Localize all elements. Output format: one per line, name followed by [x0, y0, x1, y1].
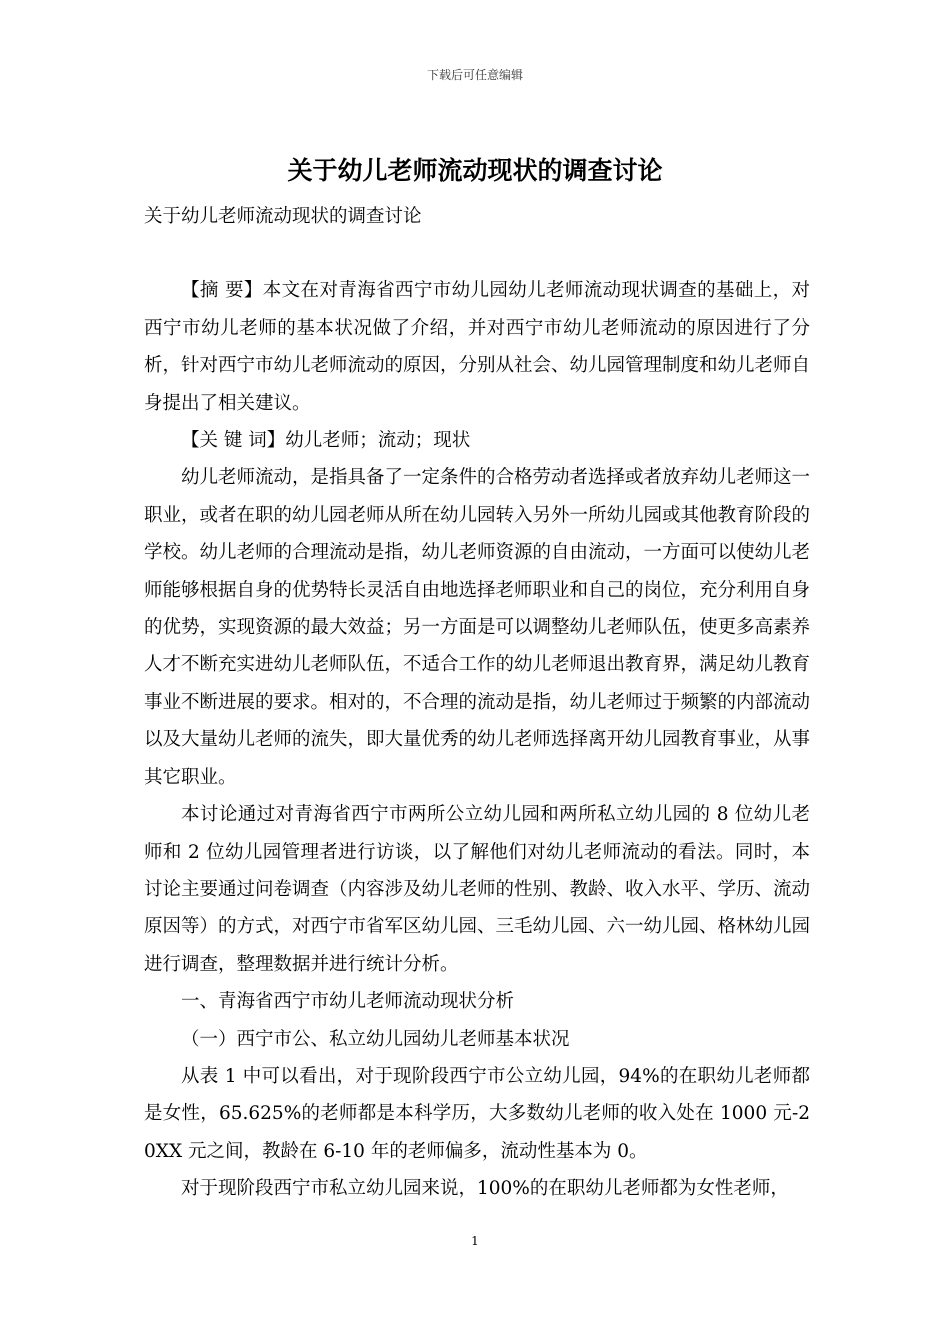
page-number: 1: [471, 1234, 479, 1248]
body-paragraph: 幼儿老师流动，是指具备了一定条件的合格劳动者选择或者放弃幼儿老师这一职业，或者在职的幼儿园老师从所在幼儿园转入另外一所幼儿园或其他教育阶段的学校。幼儿老师的合理流动是指，幼儿老师资源的自由流动，一方面可以使幼儿老师能够根据自身的优势特长灵活自由地选择老师职业和自己的岗位，充分利用自身的优势，实现资源的最大效益；另一方面是可以调整幼儿老师队伍，使更多高素养人才不断充实进幼儿老师队伍，不适合工作的幼儿老师退出教育界，满足幼儿教育事业不断进展的要求。相对的，不合理的流动是指，幼儿老师过于频繁的内部流动以及大量幼儿老师的流失，即大量优秀的幼儿老师选择离开幼儿园教育事业，从事其它职业。: [144, 467, 811, 788]
document-title: 关于幼儿老师流动现状的调查讨论: [287, 156, 663, 185]
body-paragraph: 从表 1 中可以看出，对于现阶段西宁市公立幼儿园，94%的在职幼儿老师都是女性，65.625%的老师都是本科学历，大多数幼儿老师的收入处在 1000 元-20XX 元之间，教龄在 6-10 年的老师偏多，流动性基本为 0。: [144, 1065, 810, 1162]
subsection-heading: （一）西宁市公、私立幼儿园幼儿老师基本状况: [181, 1028, 570, 1050]
keywords-paragraph: 【关 键 词】幼儿老师；流动；现状: [181, 430, 471, 452]
abstract-paragraph: 【摘 要】本文在对青海省西宁市幼儿园幼儿老师流动现状调查的基础上，对西宁市幼儿老师的基本状况做了介绍，并对西宁市幼儿老师流动的原因进行了分析，针对西宁市幼儿老师流动的原因，分别从社会、幼儿园管理制度和幼儿老师自身提出了相关建议。: [144, 280, 811, 414]
document-body: [144, 198, 810, 1208]
document-subtitle: 关于幼儿老师流动现状的调查讨论: [144, 206, 422, 227]
section-heading: 一、青海省西宁市幼儿老师流动现状分析: [181, 991, 515, 1013]
body-paragraph: 对于现阶段西宁市私立幼儿园来说，100%的在职幼儿老师都为女性老师，: [181, 1178, 789, 1200]
body-paragraph: 本讨论通过对青海省西宁市两所公立幼儿园和两所私立幼儿园的 8 位幼儿老师和 2 位幼儿园管理者进行访谈，以了解他们对幼儿老师流动的看法。同时，本讨论主要通过问卷调查（内容涉及幼儿老师的性别、教龄、收入水平、学历、流动原因等）的方式，对西宁市省军区幼儿园、三毛幼儿园、六一幼儿园、格林幼儿园进行调查，整理数据并进行统计分析。: [144, 804, 811, 975]
header-note: 下载后可任意编辑: [426, 68, 523, 82]
